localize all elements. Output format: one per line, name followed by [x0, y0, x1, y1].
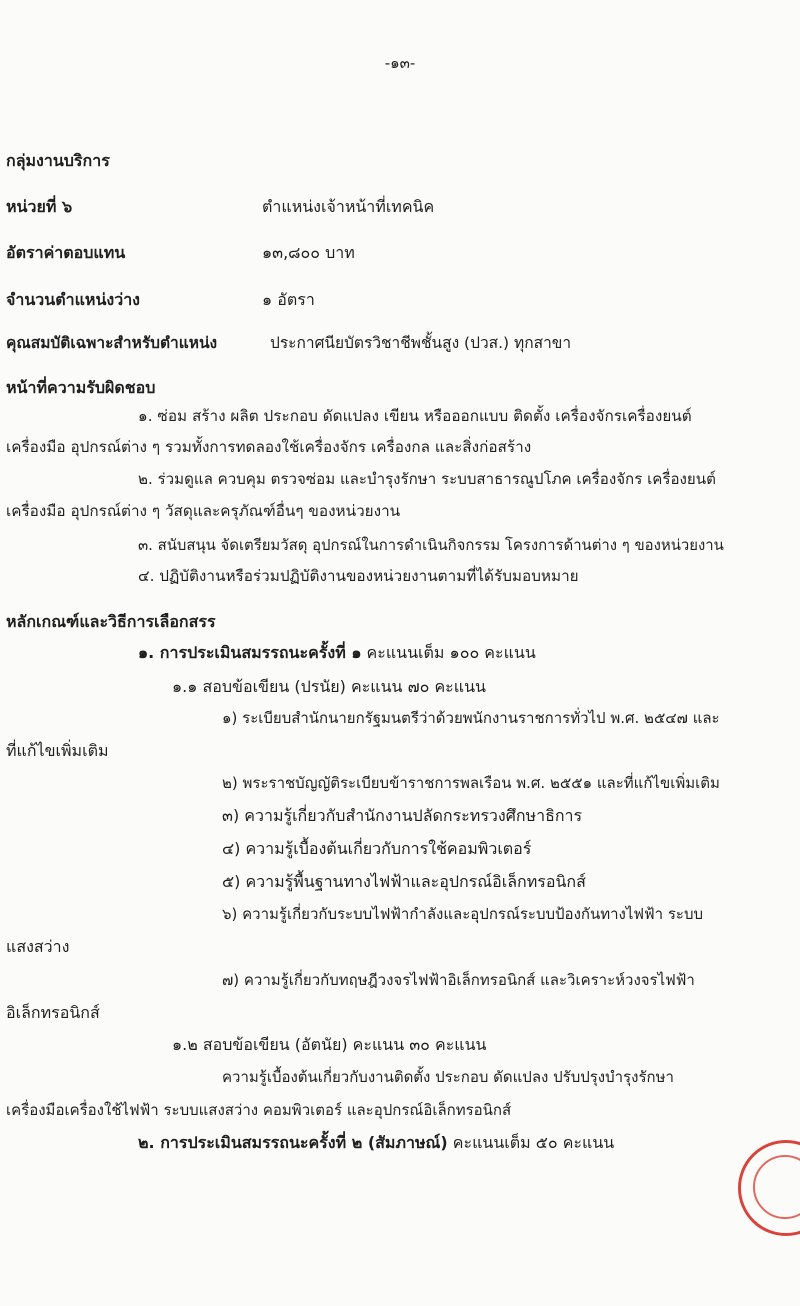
page-number: -๑๓-: [384, 54, 416, 72]
unit-value: ตำแหน่งเจ้าหน้าที่เทคนิค: [262, 197, 435, 216]
topic-7-line-2: อิเล็กทรอนิกส์: [6, 1003, 100, 1022]
seal-emblem: [753, 1155, 800, 1219]
evaluation-1: [138, 642, 536, 664]
topic-1-line-2: ที่แก้ไขเพิ่มเติม: [6, 741, 109, 760]
section-1-2: ๑.๒ สอบข้อเขียน (อัตนัย) คะแนน ๓๐ คะแนน: [172, 1035, 487, 1054]
group-heading: กลุ่มงานบริการ: [6, 151, 110, 170]
duty-item-1-line-1: ๑. ซ่อม สร้าง ผลิต ประกอบ ดัดแปลง เขียน หรือออกแบบ ติดตั้ง เครื่องจักรเครื่องยนต์: [138, 407, 692, 425]
salary-value: ๑๓,๘๐๐ บาท: [262, 243, 355, 262]
selection-heading: หลักเกณฑ์และวิธีการเลือกสรร: [6, 612, 216, 631]
evaluation-1-score: คะแนนเต็ม ๑๐๐ คะแนน: [361, 643, 536, 662]
evaluation-2: [138, 1132, 614, 1154]
topic-6-line-2: แสงสว่าง: [6, 937, 70, 956]
evaluation-1-title: ๑. การประเมินสมรรถนะครั้งที่ ๑: [138, 643, 362, 662]
section-1-2-line-1: ความรู้เบื้องต้นเกี่ยวกับงานติดตั้ง ประกอบ ดัดแปลง ปรับปรุงบำรุงรักษา: [222, 1068, 674, 1086]
qualification-label: คุณสมบัติเฉพาะสำหรับตำแหน่ง: [6, 334, 218, 352]
section-1-1: ๑.๑ สอบข้อเขียน (ปรนัย) คะแนน ๗๐ คะแนน: [172, 677, 486, 696]
duty-item-3: ๓. สนับสนุน จัดเตรียมวัสดุ อุปกรณ์ในการดำเนินกิจกรรม โครงการด้านต่าง ๆ ของหน่วยงาน: [138, 536, 724, 554]
duty-item-2-line-2: เครื่องมือ อุปกรณ์ต่าง ๆ วัสดุและครุภัณฑ์อื่นๆ ของหน่วยงาน: [6, 502, 401, 520]
unit-label: หน่วยที่ ๖: [6, 197, 73, 216]
topic-3: ๓) ความรู้เกี่ยวกับสำนักงานปลัดกระทรวงศึกษาธิการ: [222, 806, 583, 825]
topic-5: ๕) ความรู้พื้นฐานทางไฟฟ้าและอุปกรณ์อิเล็กทรอนิกส์: [222, 872, 586, 891]
topic-1-line-1: ๑) ระเบียบสำนักนายกรัฐมนตรีว่าด้วยพนักงานราชการทั่วไป พ.ศ. ๒๕๔๗ และ: [222, 709, 720, 727]
official-seal-stamp: [738, 1140, 800, 1236]
topic-4: ๔) ความรู้เบื้องต้นเกี่ยวกับการใช้คอมพิวเตอร์: [222, 839, 532, 858]
duty-item-2-line-1: ๒. ร่วมดูแล ควบคุม ตรวจซ่อม และบำรุงรักษา ระบบสาธารณูปโภค เครื่องจักร เครื่องยนต์: [138, 470, 716, 488]
evaluation-2-score: คะแนนเต็ม ๕๐ คะแนน: [447, 1133, 615, 1152]
vacancy-value: ๑ อัตรา: [262, 290, 315, 309]
vacancy-label: จำนวนตำแหน่งว่าง: [6, 290, 140, 309]
duty-item-4: ๔. ปฏิบัติงานหรือร่วมปฏิบัติงานของหน่วยงานตามที่ได้รับมอบหมาย: [138, 567, 579, 585]
salary-label: อัตราค่าตอบแทน: [6, 243, 126, 262]
evaluation-2-title: ๒. การประเมินสมรรถนะครั้งที่ ๒ (สัมภาษณ์): [138, 1133, 448, 1152]
topic-2: ๒) พระราชบัญญัติระเบียบข้าราชการพลเรือน พ.ศ. ๒๕๕๑ และที่แก้ไขเพิ่มเติม: [222, 774, 720, 792]
duties-heading: หน้าที่ความรับผิดชอบ: [6, 378, 156, 397]
topic-7-line-1: ๗) ความรู้เกี่ยวกับทฤษฎีวงจรไฟฟ้าอิเล็กทรอนิกส์ และวิเคราะห์วงจรไฟฟ้า: [222, 971, 695, 989]
topic-6-line-1: ๖) ความรู้เกี่ยวกับระบบไฟฟ้ากำลังและอุปกรณ์ระบบป้องกันทางไฟฟ้า ระบบ: [222, 905, 703, 923]
duty-item-1-line-2: เครื่องมือ อุปกรณ์ต่าง ๆ รวมทั้งการทดลองใช้เครื่องจักร เครื่องกล และสิ่งก่อสร้าง: [6, 438, 532, 456]
section-1-2-line-2: เครื่องมือเครื่องใช้ไฟฟ้า ระบบแสงสว่าง คอมพิวเตอร์ และอุปกรณ์อิเล็กทรอนิกส์: [6, 1101, 512, 1119]
qualification-value: ประกาศนียบัตรวิชาชีพชั้นสูง (ปวส.) ทุกสาขา: [270, 334, 572, 352]
